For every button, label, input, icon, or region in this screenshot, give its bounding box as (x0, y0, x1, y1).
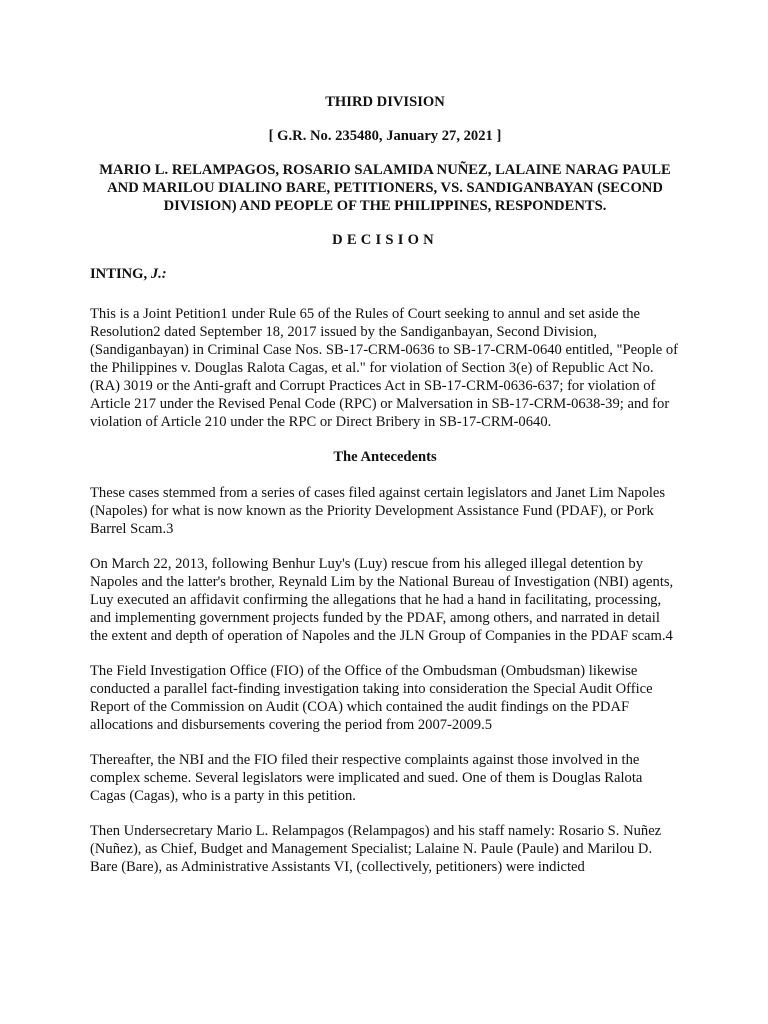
antecedents-paragraph: Thereafter, the NBI and the FIO filed their respective complaints against those involved in the complex scheme. Several legislators were implicated and sued. One of them is Douglas Ralota Cagas (Cagas), who is a party in this petition. (90, 752, 643, 804)
case-parties-heading: MARIO L. RELAMPAGOS, ROSARIO SALAMIDA NUÑEZ, LALAINE NARAG PAULE AND MARILOU DIALINO BARE, PETITIONERS, VS. SANDIGANBAYAN (SECOND DIVISION) AND PEOPLE OF THE PHILIPPINES, RESPONDENTS. (99, 162, 671, 214)
division-heading: THIRD DIVISION (325, 94, 445, 110)
ponente-line (90, 265, 680, 283)
decision-title: DECISION (332, 232, 438, 248)
decision-document (90, 93, 680, 893)
antecedents-paragraph: These cases stemmed from a series of cases filed against certain legislators and Janet Lim Napoles (Napoles) for what is now known as the Priority Development Assistance Fund (PDAF), or Pork Barrel Scam.3 (90, 485, 666, 537)
ponente-name: INTING, (90, 266, 148, 282)
intro-paragraph: This is a Joint Petition1 under Rule 65 of the Rules of Court seeking to annul and set aside the Resolution2 dated September 18, 2017 issued by the Sandiganbayan, Second Division, (Sandiganbayan) in Criminal Case Nos. SB-17-CRM-0636 to SB-17-CRM-0640 entitled, "People of the Philippines v. Douglas Ralota Cagas, et al." for violation of Section 3(e) of Republic Act No. (RA) 3019 or the Anti-graft and Corrupt Practices Act in SB-17-CRM-0636-637; for violation of Article 217 under the Revised Penal Code (RPC) or Malversation in SB-17-CRM-0638-39; and for violation of Article 210 under the RPC or Direct Bribery in SB-17-CRM-0640. (90, 306, 679, 430)
ponente-suffix: J.: (150, 266, 167, 282)
antecedents-paragraph: Then Undersecretary Mario L. Relampagos (Relampagos) and his staff namely: Rosario S. Nuñez (Nuñez), as Chief, Budget and Management Specialist; Lalaine N. Paule (Paule) and Marilou D. Bare (Bare), as Administrative Assistants VI, (collectively, petitioners) were indicted (90, 823, 662, 875)
antecedents-paragraph: On March 22, 2013, following Benhur Luy's (Luy) rescue from his alleged illegal detention by Napoles and the latter's brother, Reynald Lim by the National Bureau of Investigation (NBI) agents, Luy executed an affidavit confirming the allegations that he had a hand in facilitating, processing, and implementing government projects funded by the PDAF, among others, and narrated in detail the extent and depth of operation of Napoles and the JLN Group of Companies in the PDAF scam.4 (90, 556, 674, 644)
antecedents-paragraph: The Field Investigation Office (FIO) of the Office of the Ombudsman (Ombudsman) likewise conducted a parallel fact-finding investigation taking into consideration the Special Audit Office Report of the Commission on Audit (COA) which contained the audit findings on the PDAF allocations and disbursements covering the period from 2007-2009.5 (90, 663, 653, 733)
case-number-heading: [ G.R. No. 235480, January 27, 2021 ] (268, 128, 502, 144)
section-heading-antecedents: The Antecedents (333, 449, 437, 465)
